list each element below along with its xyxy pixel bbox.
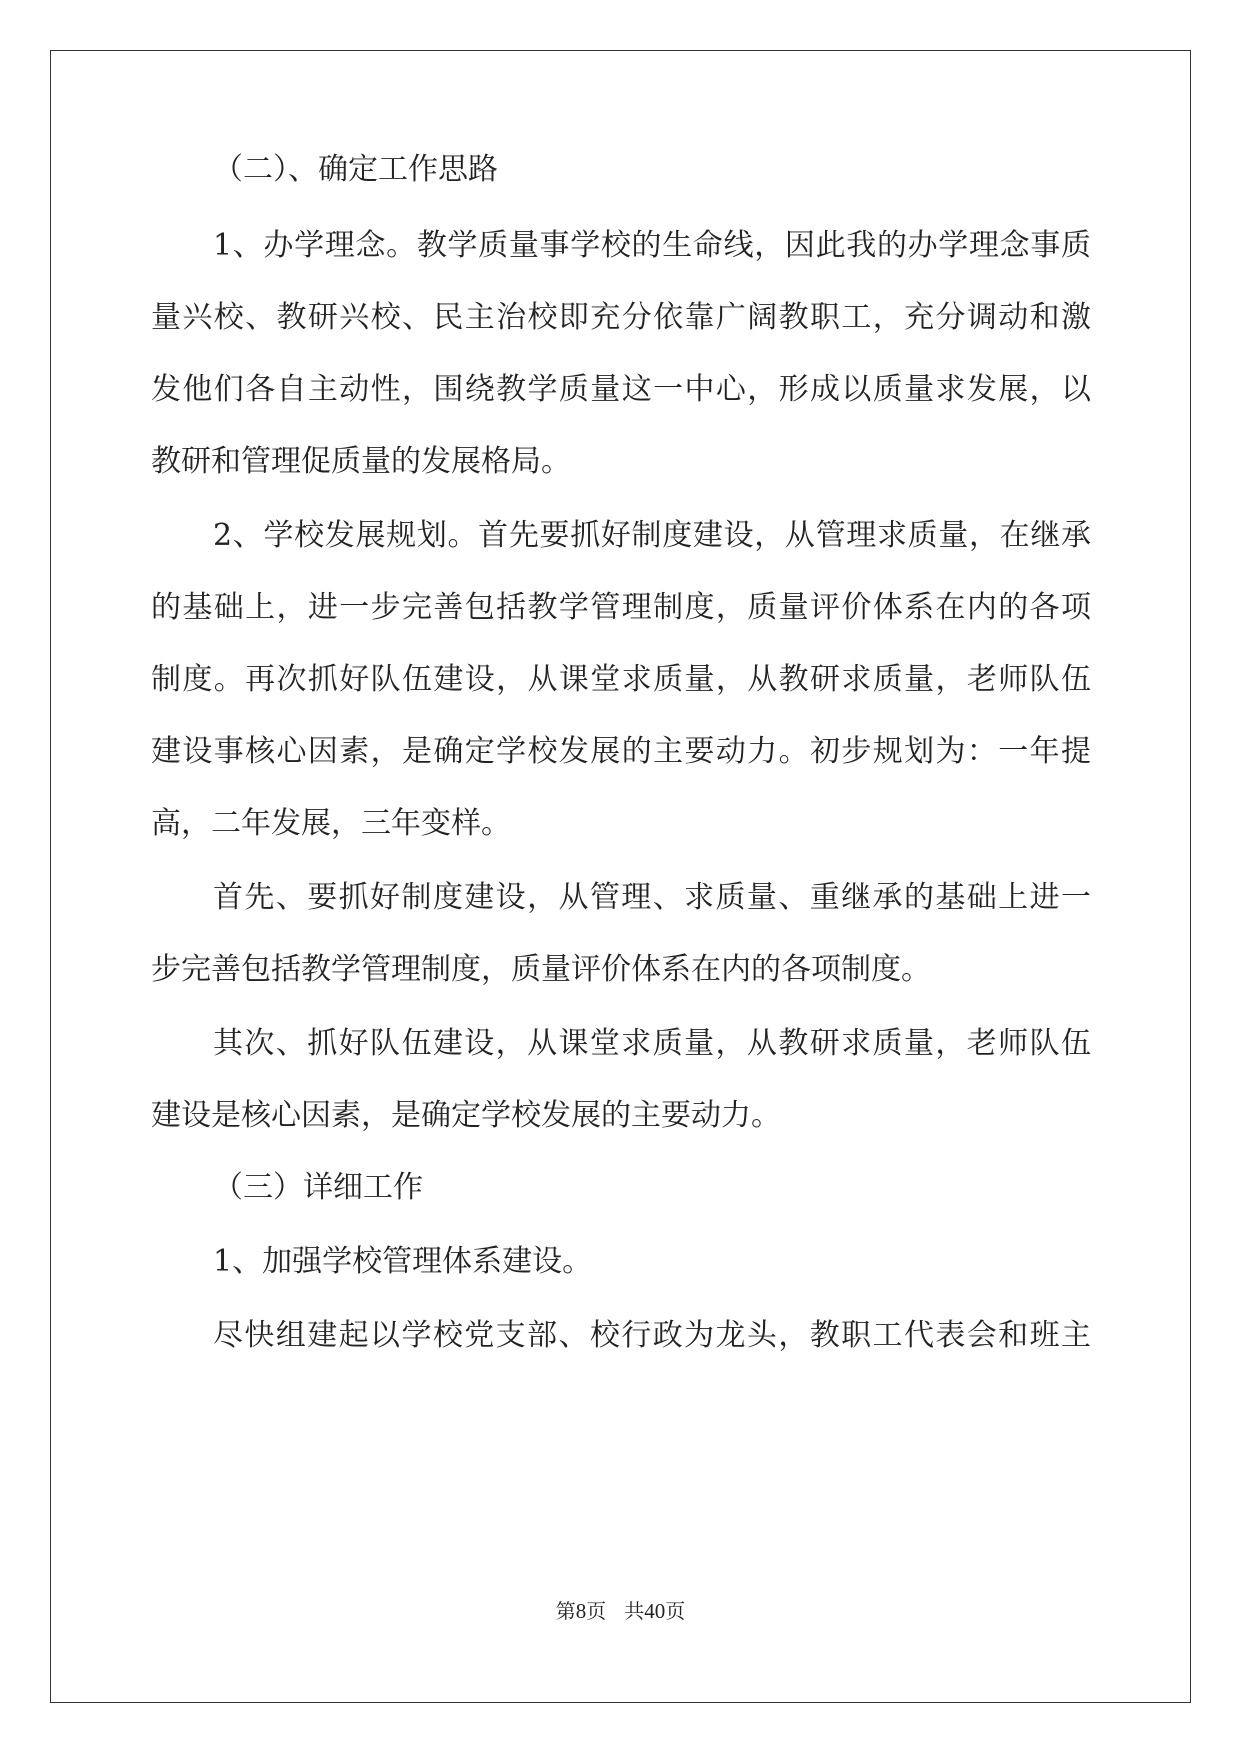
- paragraph-line: 的基础上，进一步完善包括教学管理制度，质量评价体系在内的各项: [151, 590, 1091, 625]
- paragraph-line: 步完善包括教学管理制度，质量评价体系在内的各项制度。: [151, 952, 931, 987]
- paragraph-line: 教研和管理促质量的发展格局。: [151, 444, 571, 479]
- footer-page-number: 8: [575, 1599, 587, 1623]
- footer-total-suffix: 页: [665, 1599, 686, 1623]
- paragraph-line: 建设事核心因素，是确定学校发展的主要动力。初步规划为：一年提: [151, 734, 1091, 769]
- footer-total-prefix: 共: [624, 1599, 645, 1623]
- section-heading-3: （三）详细工作: [213, 1170, 423, 1205]
- paragraph-line: 尽快组建起以学校党支部、校行政为龙头，教职工代表会和班主: [213, 1318, 1091, 1353]
- section-heading-2: （二）、确定工作思路: [213, 152, 498, 187]
- paragraph-line: 量兴校、教研兴校、民主治校即充分依靠广阔教职工，充分调动和激: [151, 300, 1091, 335]
- footer-page-suffix: 页: [586, 1599, 607, 1623]
- footer-total-pages: 40: [644, 1599, 666, 1623]
- paragraph-line: 首先、要抓好制度建设，从管理、求质量、重继承的基础上进一: [213, 880, 1091, 915]
- paragraph-line: 高，二年发展，三年变样。: [151, 806, 511, 841]
- paragraph-line: 2、学校发展规划。首先要抓好制度建设，从管理求质量，在继承: [213, 518, 1091, 553]
- paragraph-line: 发他们各自主动性，围绕教学质量这一中心，形成以质量求发展，以: [151, 372, 1091, 407]
- paragraph-line: 建设是核心因素，是确定学校发展的主要动力。: [151, 1098, 781, 1133]
- paragraph-line: 其次、抓好队伍建设，从课堂求质量，从教研求质量，老师队伍: [213, 1026, 1091, 1061]
- page-footer: [0, 1597, 1241, 1625]
- subheading: 1、加强学校管理体系建设。: [213, 1244, 593, 1279]
- paragraph-line: 1、办学理念。教学质量事学校的生命线，因此我的办学理念事质: [213, 228, 1091, 263]
- paragraph-line: 制度。再次抓好队伍建设，从课堂求质量，从教研求质量，老师队伍: [151, 662, 1091, 697]
- footer-page-prefix: 第: [555, 1599, 576, 1623]
